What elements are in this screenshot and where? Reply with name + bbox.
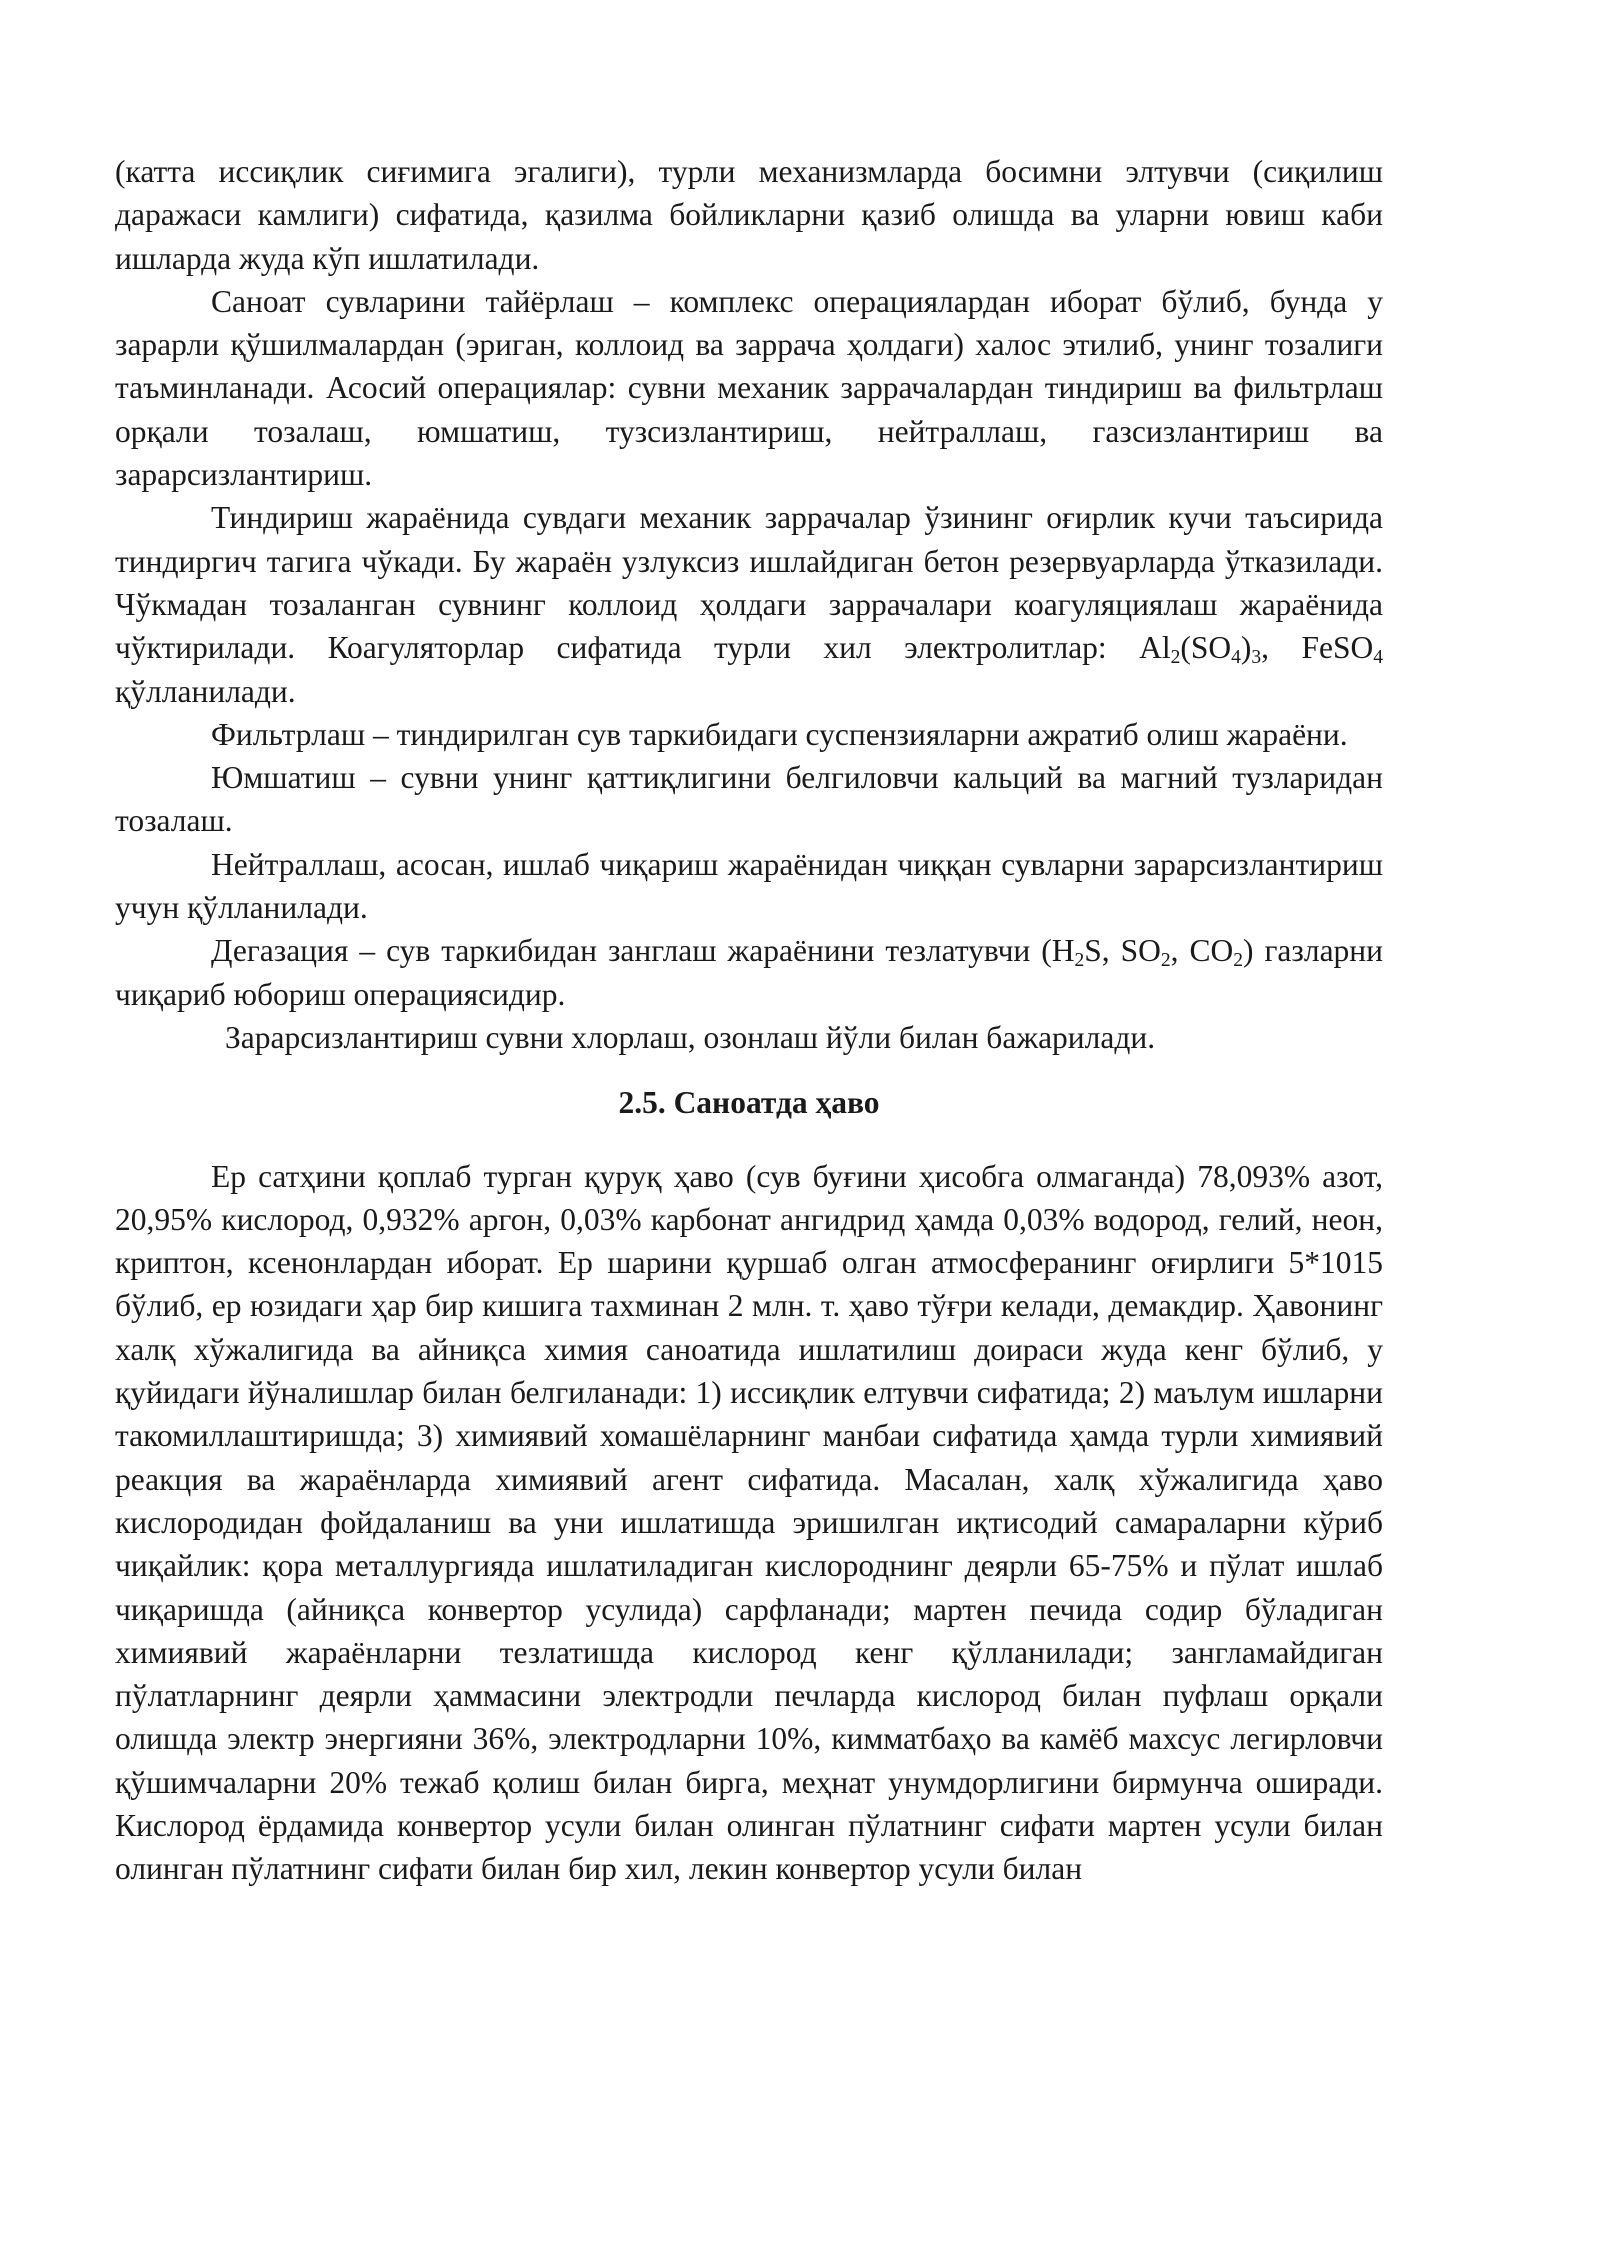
paragraph-7-text-b: S, SO: [1084, 933, 1161, 969]
paragraph-9: Ер сатҳини қоплаб турган қуруқ ҳаво (сув буғини ҳисобга олмаганда) 78,093% азот, 20,95% кислород, 0,932% аргон, 0,03% карбонат ангидрид ҳамда 0,03% водород, гелий, неон, криптон, ксенонлардан иборат. Ер шарини қуршаб олган атмосферанинг оғирлиги 5*1015 бўлиб, ер юзидаги ҳар бир кишига тахминан 2 млн. т. ҳаво тўғри келади, демакдир. Ҳавонинг халқ хўжалигида ва айниқса химия саноатида ишлатилиш доираси жуда кенг бўлиб, у қуйидаги йўналишлар билан белгиланади: 1) иссиқлик елтувчи сифатида; 2) маълум ишларни такомиллаштиришда; 3) химиявий хомашёларнинг манбаи сифатида ҳамда турли химиявий реакция ва жараёнларда химиявий агент сифатида. Масалан, халқ хўжалигида ҳаво кислородидан фойдаланиш ва уни ишлатишда эришилган иқтисодий самараларни кўриб чиқайлик: қора металлургияда ишлатиладиган кислороднинг деярли 65-75% и пўлат ишлаб чиқаришда (айниқса конвертор усулида) сарфланади; мартен печида содир бўладиган химиявий жараёнларни тезлатишда кислород кенг қўлланилади; зангламайдиган пўлатларнинг деярли ҳаммасини электродли печларда кислород билан пуфлаш орқали олишда электр энергияни 36%, электродларни 10%, кимматбаҳо ва камёб махсус легирловчи қўшимчаларни 20% тежаб қолиш билан бирга, меҳнат унумдорлигини бирмунча оширади. Кислород ёрдамида конвертор усули билан олинган пўлатнинг сифати мартен усули билан олинган пўлатнинг сифати билан бир хил, лекин конвертор усули билан: [115, 1158, 1383, 1887]
subscript: 3: [1251, 647, 1262, 669]
document-body: [115, 150, 1383, 1891]
paragraph-7-text-a: Дегазация – сув таркибидан занглаш жараёнини тезлатувчи (H: [211, 933, 1075, 969]
paragraph-4: Фильтрлаш – тиндирилган сув таркибидаги суспензияларни ажратиб олиш жараёни.: [211, 716, 1348, 752]
paragraph-5: Юмшатиш – сувни унинг қаттиқлигини белгиловчи кальций ва магний тузларидан тозалаш.: [115, 760, 1383, 839]
subscript: 2: [1233, 950, 1244, 972]
paragraph-3-text-c: ): [1240, 630, 1252, 666]
paragraph-2: Саноат сувларини тайёрлаш – комплекс операциялардан иборат бўлиб, бунда у зарарли қўшилмалардан (эриган, коллоид ва заррача ҳолдаги) халос этилиб, унинг тозалиги таъминланади. Асосий операциялар: сувни механик заррачалардан тиндириш ва фильтрлаш орқали тозалаш, юмшатиш, тузсизлантириш, нейтраллаш, газсизлантириш ва зарарсизлантириш.: [115, 283, 1383, 493]
paragraph-7-text-c: , CO: [1170, 933, 1234, 969]
paragraph-3-text-d: , FeSO: [1261, 630, 1374, 666]
subscript: 2: [1170, 647, 1181, 669]
subscript: 2: [1160, 950, 1171, 972]
subscript: 2: [1074, 950, 1085, 972]
paragraph-7-text-d: ) газларни чиқариб юбориш операциясидир.: [115, 933, 1384, 1012]
paragraph-3-text-a: Тиндириш жараёнида сувдаги механик заррачалар ўзининг оғирлик кучи таъсирида тиндиргич тагига чўкади. Бу жараён узлуксиз ишлайдиган бетон резервуарларда ўтказилади. Чўкмадан тозаланган сувнинг коллоид ҳолдаги заррачалари коагуляциялаш жараёнида чўктирилади. Коагуляторлар сифатида турли хил электролитлар: Al: [115, 500, 1383, 666]
section-heading: 2.5. Саноатда ҳаво: [618, 1085, 880, 1121]
subscript: 4: [1373, 647, 1383, 669]
paragraph-6: Нейтраллаш, асосан, ишлаб чиқариш жараёнидан чиққан сувларни зарарсизлантириш учун қўлланилади.: [115, 846, 1383, 926]
paragraph-7: [115, 929, 1383, 1016]
subscript: 4: [1231, 647, 1241, 669]
paragraph-3: [115, 496, 1383, 712]
paragraph-8: Зарарсизлантириш сувни хлорлаш, озонлаш йўли билан бажарилади.: [225, 1019, 1156, 1055]
paragraph-1: (катта иссиқлик сиғимига эгалиги), турли механизмларда босимни элтувчи (сиқилиш даражаси камлиги) сифатида, қазилма бойликларни қазиб олишда ва уларни ювиш каби ишларда жуда кўп ишлатилади.: [115, 154, 1383, 276]
paragraph-3-text-e: қўлланилади.: [115, 673, 296, 709]
paragraph-3-text-b: (SO: [1180, 630, 1232, 666]
